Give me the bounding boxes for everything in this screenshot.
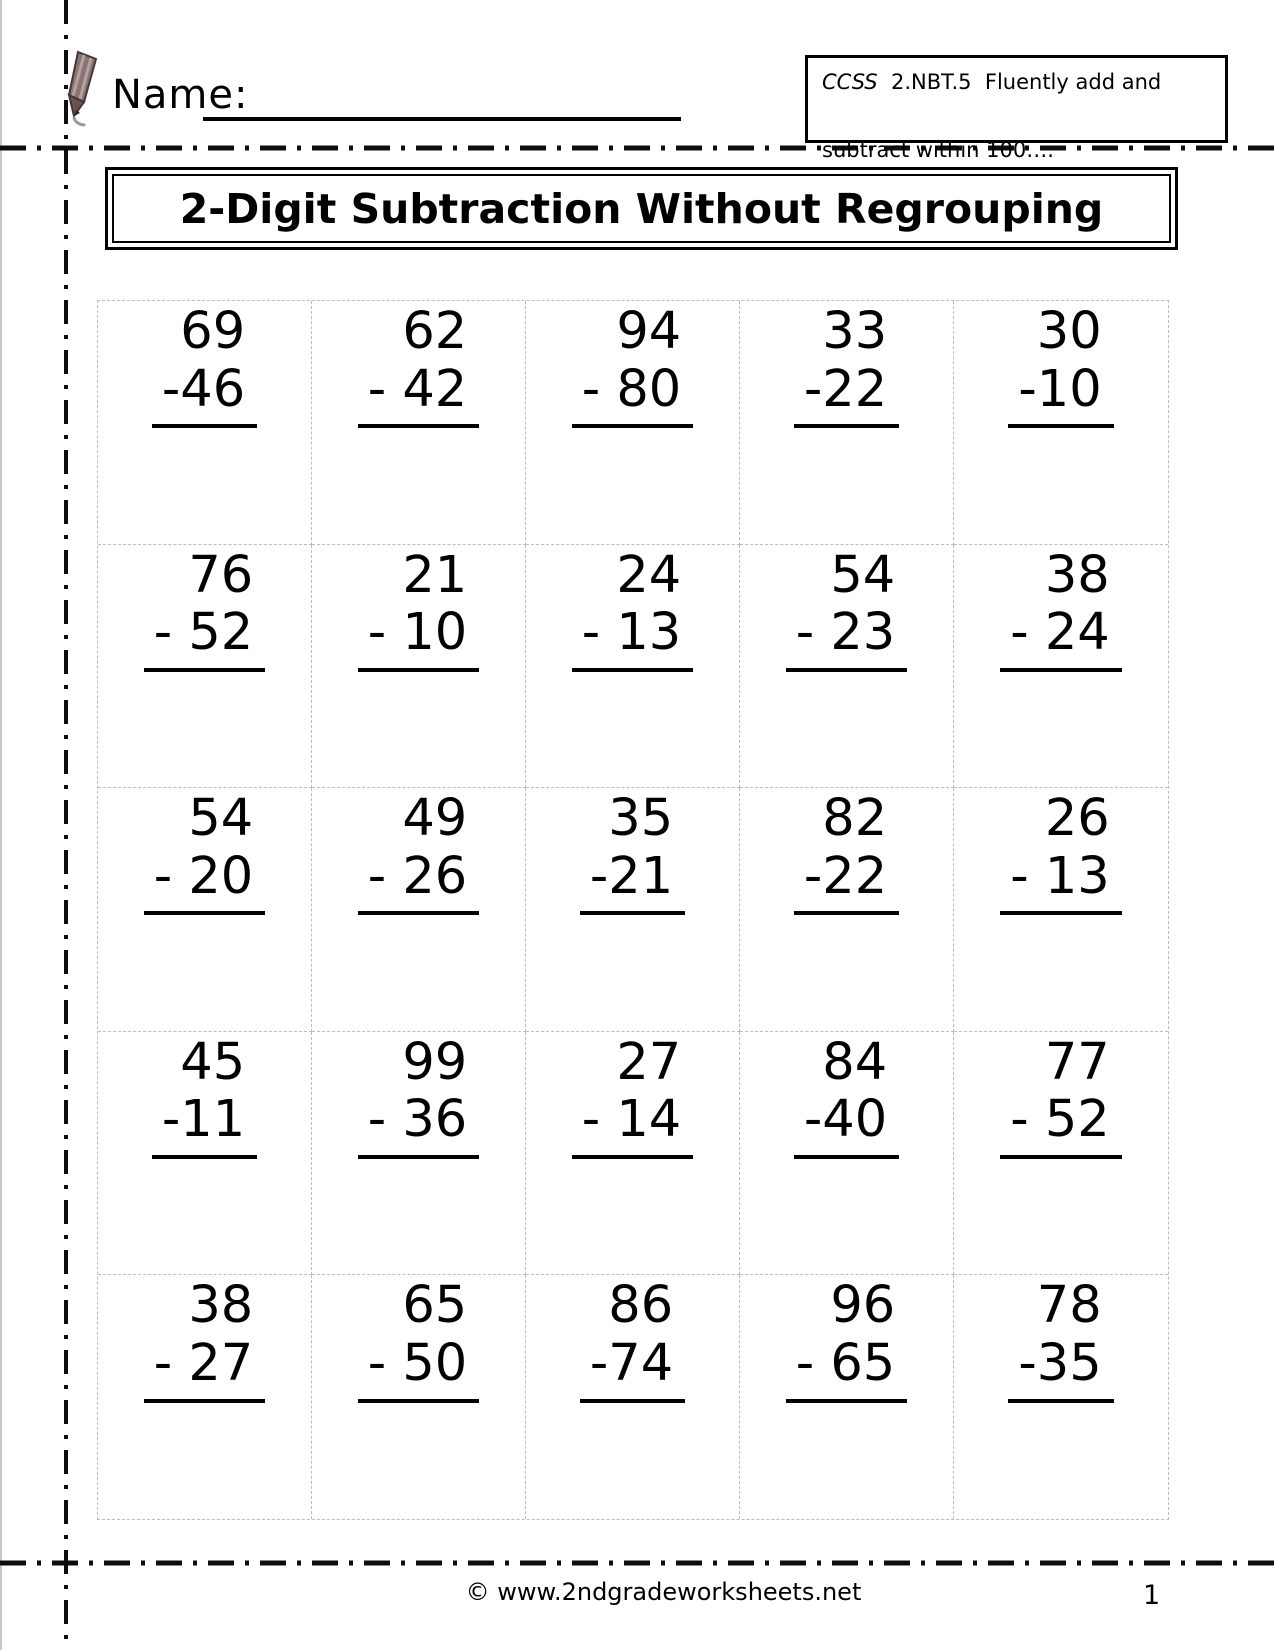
subtraction-problem	[358, 1034, 480, 1159]
subtraction-problem	[1008, 303, 1113, 428]
minuend: 27	[616, 1032, 682, 1092]
minuend: 86	[608, 1276, 674, 1336]
subtraction-problem	[358, 790, 480, 915]
subtraction-problem	[152, 303, 257, 428]
problem-cell-8	[526, 545, 740, 789]
subtrahend: - 50	[358, 1335, 480, 1403]
problem-cell-14	[740, 788, 954, 1032]
subtrahend: - 52	[144, 604, 266, 672]
subtrahend: - 42	[358, 361, 480, 429]
subtraction-problem	[358, 303, 480, 428]
problem-cell-15	[954, 788, 1168, 1032]
subtraction-problem	[794, 303, 899, 428]
subtrahend: -74	[580, 1335, 685, 1403]
minuend: 84	[822, 1032, 888, 1092]
page-number: 1	[1143, 1580, 1161, 1611]
subtrahend: - 14	[572, 1091, 694, 1159]
problem-cell-25	[954, 1275, 1168, 1519]
ccss-line2: subtract within 100….	[822, 138, 1054, 163]
subtrahend: - 80	[572, 361, 694, 429]
minuend: 82	[822, 789, 888, 849]
minuend: 99	[402, 1032, 468, 1092]
subtraction-problem	[144, 790, 266, 915]
ccss-code: CCSS	[822, 70, 878, 94]
minuend: 38	[188, 1276, 254, 1336]
subtrahend: - 26	[358, 848, 480, 916]
copyright-text: © www.2ndgradeworksheets.net	[465, 1578, 862, 1606]
problem-cell-11	[98, 788, 312, 1032]
subtraction-problem	[580, 1277, 685, 1402]
minuend: 26	[1044, 789, 1110, 849]
minuend: 65	[402, 1276, 468, 1336]
title-inner-border	[112, 174, 1171, 243]
problem-cell-20	[954, 1032, 1168, 1276]
worksheet-title: 2-Digit Subtraction Without Regrouping	[179, 184, 1104, 233]
subtrahend: -22	[794, 848, 899, 916]
subtrahend: - 36	[358, 1091, 480, 1159]
minuend: 21	[402, 545, 468, 605]
subtraction-problem	[1008, 1277, 1113, 1402]
minuend: 78	[1036, 1276, 1102, 1336]
problem-cell-1	[98, 301, 312, 545]
subtrahend: - 52	[1000, 1091, 1122, 1159]
subtraction-problem	[786, 547, 908, 672]
subtrahend: - 20	[144, 848, 266, 916]
subtrahend: -21	[580, 848, 685, 916]
minuend: 35	[608, 789, 674, 849]
problem-cell-6	[98, 545, 312, 789]
subtrahend: - 10	[358, 604, 480, 672]
problem-cell-10	[954, 545, 1168, 789]
subtraction-problem	[1000, 547, 1122, 672]
subtraction-problem	[358, 547, 480, 672]
minuend: 49	[402, 789, 468, 849]
name-blank-line	[203, 117, 681, 121]
subtraction-problem	[572, 547, 694, 672]
subtrahend: -10	[1008, 361, 1113, 429]
subtraction-problem	[1000, 1034, 1122, 1159]
minuend: 76	[188, 545, 254, 605]
subtraction-problem	[794, 1034, 899, 1159]
title-box	[105, 167, 1178, 250]
minuend: 77	[1044, 1032, 1110, 1092]
minuend: 54	[830, 545, 896, 605]
minuend: 96	[830, 1276, 896, 1336]
subtraction-problem	[572, 303, 694, 428]
problem-cell-2	[312, 301, 526, 545]
subtraction-problem	[572, 1034, 694, 1159]
problem-cell-21	[98, 1275, 312, 1519]
problem-cell-3	[526, 301, 740, 545]
minuend: 54	[188, 789, 254, 849]
subtrahend: -40	[794, 1091, 899, 1159]
subtraction-problem	[152, 1034, 257, 1159]
minuend: 62	[402, 302, 468, 361]
minuend: 69	[180, 302, 246, 361]
subtraction-problem	[358, 1277, 480, 1402]
minuend: 94	[616, 302, 682, 361]
subtrahend: - 13	[572, 604, 694, 672]
subtrahend: -46	[152, 361, 257, 429]
problem-cell-18	[526, 1032, 740, 1276]
problem-cell-4	[740, 301, 954, 545]
subtrahend: - 24	[1000, 604, 1122, 672]
problems-grid	[97, 300, 1169, 1520]
problem-cell-12	[312, 788, 526, 1032]
problem-cell-13	[526, 788, 740, 1032]
problem-cell-9	[740, 545, 954, 789]
subtrahend: -22	[794, 361, 899, 429]
minuend: 24	[616, 545, 682, 605]
minuend: 30	[1036, 302, 1102, 361]
problem-cell-22	[312, 1275, 526, 1519]
subtrahend: - 27	[144, 1335, 266, 1403]
minuend: 38	[1044, 545, 1110, 605]
subtraction-problem	[144, 1277, 266, 1402]
subtrahend: - 23	[786, 604, 908, 672]
subtrahend: - 65	[786, 1335, 908, 1403]
problem-cell-17	[312, 1032, 526, 1276]
minuend: 45	[180, 1032, 246, 1092]
page-left-edge	[0, 0, 2, 1650]
pencil-icon	[64, 46, 112, 132]
name-label: Name:	[112, 72, 249, 118]
subtraction-problem	[794, 790, 899, 915]
subtraction-problem	[580, 790, 685, 915]
subtrahend: -11	[152, 1091, 257, 1159]
problem-cell-16	[98, 1032, 312, 1276]
problem-cell-5	[954, 301, 1168, 545]
ccss-standard-box	[805, 55, 1228, 163]
subtraction-problem	[786, 1277, 908, 1402]
problem-cell-24	[740, 1275, 954, 1519]
problem-cell-19	[740, 1032, 954, 1276]
problem-cell-7	[312, 545, 526, 789]
subtraction-problem	[1000, 790, 1122, 915]
ccss-line1: 2.NBT.5 Fluently add and	[877, 70, 1162, 94]
subtrahend: - 13	[1000, 848, 1122, 916]
problem-cell-23	[526, 1275, 740, 1519]
subtrahend: -35	[1008, 1335, 1113, 1403]
subtraction-problem	[144, 547, 266, 672]
minuend: 33	[822, 302, 888, 361]
